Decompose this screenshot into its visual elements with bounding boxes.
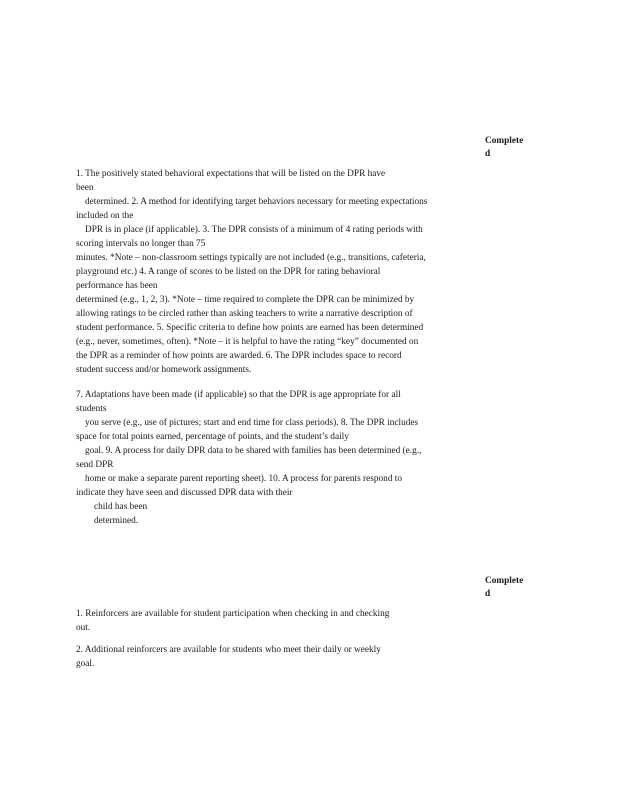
completed-column-header-2: Completed [485, 576, 524, 599]
text-line: determined. 2. A method for identifying target behaviors necessary for meeting expectations [85, 197, 428, 207]
text-line: minutes. *Note – non-classroom settings typically are not included (e.g., transitions, cafeteria, [76, 253, 426, 263]
text-line: space for total points earned, percentage of points, and the student’s daily [76, 432, 349, 442]
text-line: determined (e.g., 1, 2, 3). *Note – time required to complete the DPR can be minimized by [76, 295, 415, 305]
text-line: goal. [76, 659, 95, 669]
text-line: (e.g., never, sometimes, often). *Note – it is helpful to have the rating “key” documented on [76, 337, 419, 347]
text-line: included on the [76, 211, 134, 221]
text-line: child has been [94, 502, 148, 512]
checklist-item-reinforcers [76, 607, 460, 635]
checklist-paragraph-1 [76, 167, 460, 377]
text-line: you serve (e.g., use of pictures; start and end time for class periods). 8. The DPR includes [85, 418, 419, 428]
completed-column-header-1: Completed [485, 136, 524, 159]
text-line: student success and/or homework assignments. [76, 365, 252, 375]
text-line: allowing ratings to be circled rather than asking teachers to write a narrative description of [76, 309, 413, 319]
text-line: out. [76, 623, 91, 633]
checklist-item-additional-reinforcers [76, 643, 460, 671]
text-line: home or make a separate parent reporting sheet). 10. A process for parents respond to [85, 474, 403, 484]
text-line: scoring intervals no longer than 75 [76, 239, 206, 249]
text-line: playground etc.) 4. A range of scores to be listed on the DPR for rating behavioral [76, 267, 381, 277]
text-line: 1. Reinforcers are available for student participation when checking in and checking [76, 609, 390, 619]
text-line: student performance. 5. Specific criteria to define how points are earned has been determined [76, 323, 424, 333]
text-line: performance has been [76, 281, 158, 291]
text-line: 1. The positively stated behavioral expectations that will be listed on the DPR have [76, 169, 386, 179]
text-line: indicate they have seen and discussed DPR data with their [76, 488, 293, 498]
text-line: determined. [94, 516, 139, 526]
text-line: 2. Additional reinforcers are available for students who meet their daily or weekly [76, 645, 381, 655]
checklist-paragraph-2 [76, 388, 460, 528]
text-line: students [76, 404, 107, 414]
text-line: been [76, 183, 94, 193]
text-line: goal. 9. A process for daily DPR data to be shared with families has been determined (e.g., [85, 446, 422, 456]
text-line: the DPR as a reminder of how points are awarded. 6. The DPR includes space to record [76, 351, 402, 361]
text-line: 7. Adaptations have been made (if applicable) so that the DPR is age appropriate for all [76, 390, 401, 400]
text-line: send DPR [76, 460, 114, 470]
text-line: DPR is in place (if applicable). 3. The DPR consists of a minimum of 4 rating periods with [85, 225, 423, 235]
